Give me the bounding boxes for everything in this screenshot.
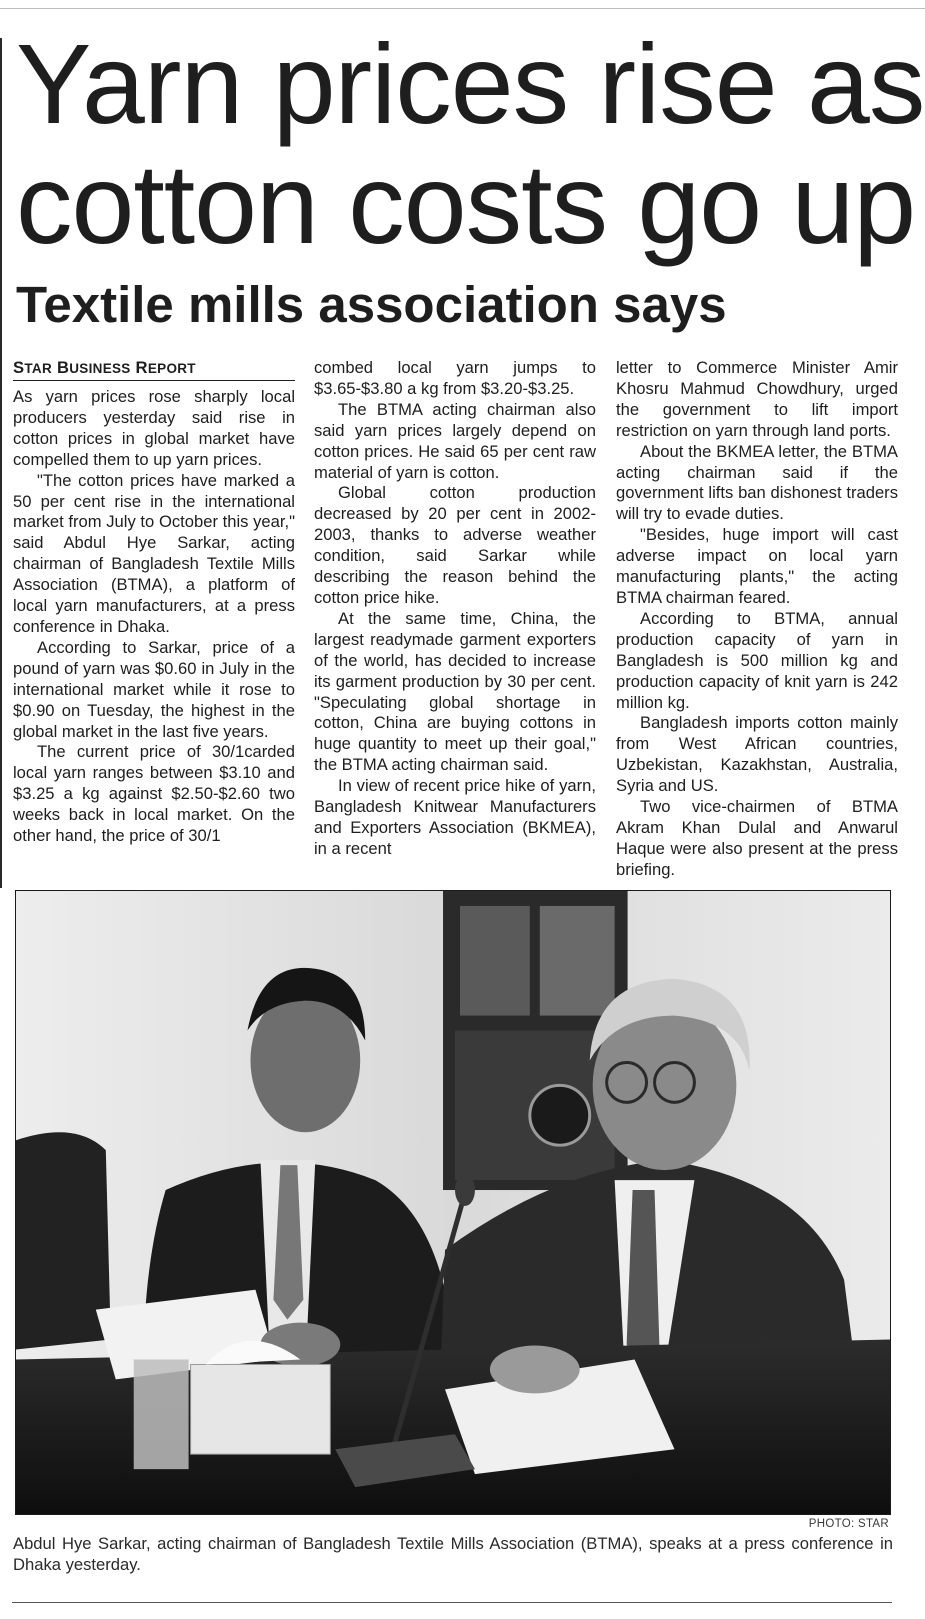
headline-line-1: Yarn prices rise as	[16, 21, 925, 147]
byline-initial: B	[56, 358, 70, 377]
paragraph: combed local yarn jumps to $3.65-$3.80 a kg from $3.20-$3.25.	[314, 358, 596, 398]
paragraph: letter to Commerce Minister Amir Khosru Mahmud Chowdhury, urged the government to lift import restriction on yarn through land ports.	[616, 358, 898, 440]
paragraph: Bangladesh imports cotton mainly from West African countries, Uzbekistan, Kazakhstan, Australia, Syria and US.	[616, 713, 898, 796]
paragraph: "Besides, huge import will cast adverse impact on local yarn manufacturing plants," the acting BTMA chairman feared.	[616, 525, 898, 607]
paragraph: The BTMA acting chairman also said yarn prices largely depend on cotton prices. He said 65 per cent raw material of yarn is cotton.	[314, 399, 596, 482]
paragraph: At the same time, China, the largest readymade garment exporters of the world, has decided to increase its garment production by 30 per cent. "Speculating global shortage in cotton, China are buying cottons in huge quantity to meet up their goal," the BTMA acting chairman said.	[314, 608, 596, 775]
paragraph: About the BKMEA letter, the BTMA acting chairman said if the government lifts ban dishonest traders will try to evade duties.	[616, 441, 898, 524]
headline	[16, 21, 925, 267]
photo-illustration	[16, 891, 890, 1514]
article-column-2	[314, 358, 596, 884]
press-conference-photo	[15, 890, 891, 1515]
paragraph: In view of recent price hike of yarn, Bangladesh Knitwear Manufacturers and Exporters Association (BKMEA), in a recent	[314, 776, 596, 858]
byline-word: EPORT	[147, 361, 196, 376]
bottom-rule	[12, 1602, 892, 1603]
byline-word: TAR	[24, 361, 53, 376]
paragraph: According to BTMA, annual production capacity of yarn in Bangladesh is 500 million kg and production capacity of knit yarn is 242 million kg.	[616, 608, 898, 712]
top-rule	[0, 8, 925, 9]
cabinet-door	[540, 906, 615, 1016]
paragraph: The current price of 30/1carded local yarn ranges between $3.10 and $3.25 a kg against $2.50-$2.60 two weeks back in local market. On the other hand, the price of 30/1	[13, 742, 295, 846]
cabinet-door	[460, 906, 530, 1016]
byline-initial: R	[135, 358, 148, 377]
tissue-box	[191, 1364, 331, 1454]
byline-word: USINESS	[69, 361, 131, 376]
article-column-1	[13, 358, 295, 884]
paragraph: As yarn prices rose sharply local producers yesterday said rise in cotton prices in global market have compelled them to up yarn prices.	[13, 387, 295, 469]
paragraph: Global cotton production decreased by 20 per cent in 2002-2003, thanks to adverse weather condition, said Sarkar while describing the reason behind the cotton price hike.	[314, 483, 596, 607]
drinking-glass	[134, 1359, 189, 1469]
byline-initial: S	[13, 358, 25, 377]
headline-line-2: cotton costs go up	[16, 141, 916, 267]
left-column-rule	[0, 38, 2, 888]
chair	[16, 1132, 111, 1349]
paragraph: According to Sarkar, price of a pound of yarn was $0.60 in July in the international market while it rose to $0.90 on Tuesday, the highest in the global market in the last five years.	[13, 637, 295, 741]
article-column-3	[616, 358, 898, 884]
emblem-icon	[530, 1085, 590, 1145]
hand	[490, 1346, 580, 1394]
paragraph: "The cotton prices have marked a 50 per cent rise in the international market from July to October this year," said Abdul Hye Sarkar, acting chairman of Bangladesh Textile Mills Association (BTMA), a platform of local yarn manufacturers, at a press conference in Dhaka.	[13, 470, 295, 636]
photo-credit: PHOTO: STAR	[808, 1518, 889, 1530]
byline	[13, 358, 295, 381]
subheadline: Textile mills association says	[16, 276, 727, 333]
paragraph: Two vice-chairmen of BTMA Akram Khan Dulal and Anwarul Haque were also present at the press briefing.	[616, 797, 898, 879]
microphone-icon	[455, 1174, 475, 1206]
photo-caption: Abdul Hye Sarkar, acting chairman of Bangladesh Textile Mills Association (BTMA), speaks at a press conference in Dhaka yesterday.	[13, 1534, 893, 1574]
